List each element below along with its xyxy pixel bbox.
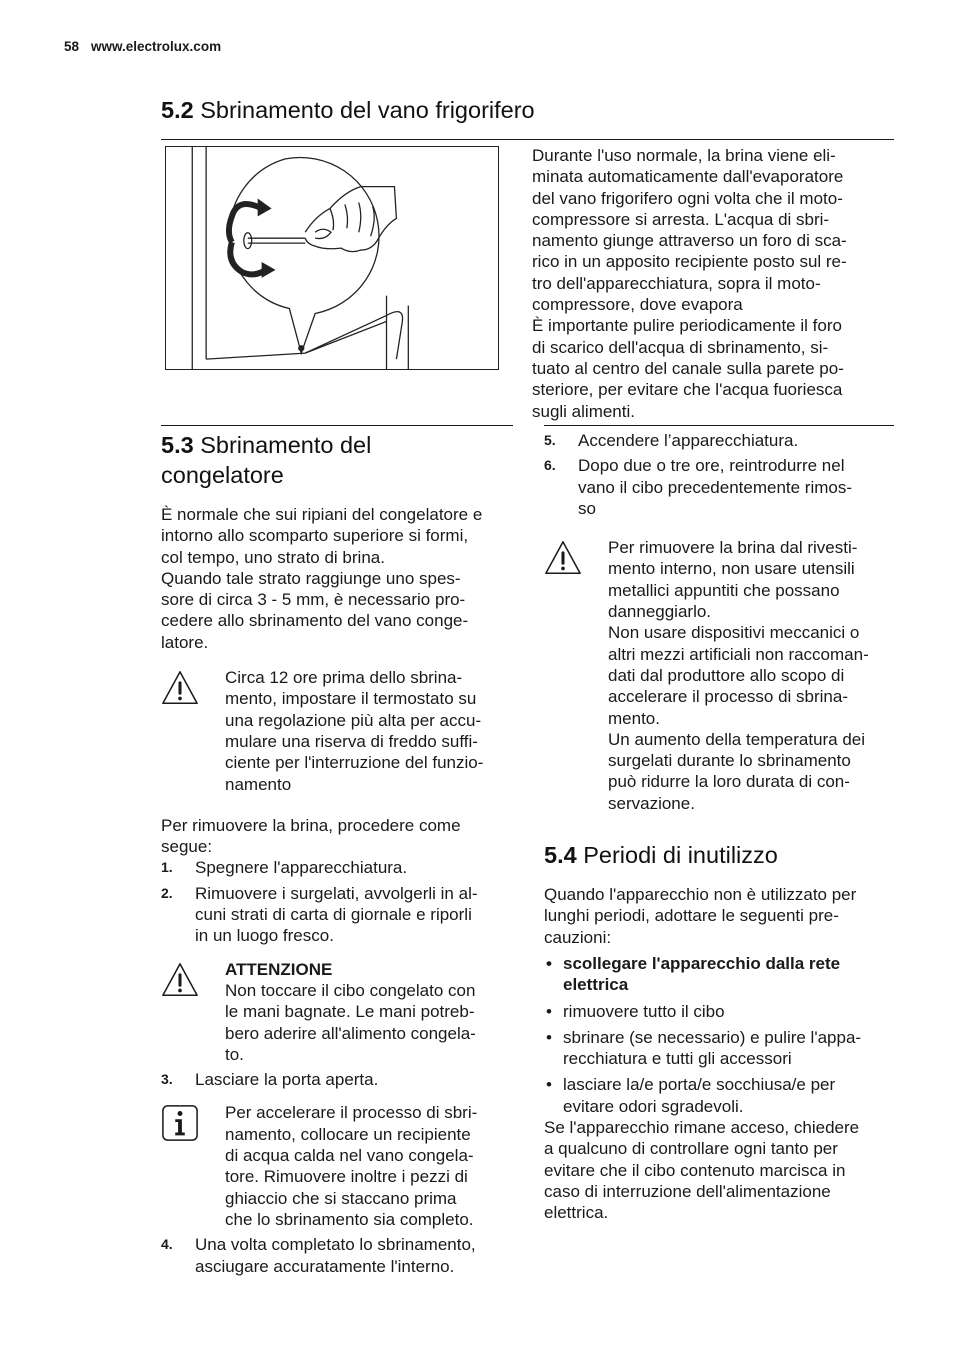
procedure-intro xyxy=(161,815,516,858)
section-5-3-rule xyxy=(161,425,513,426)
text-line: segue: xyxy=(161,837,213,857)
info-note xyxy=(161,1102,516,1230)
text-line: namento giunge attraverso un foro di sca- xyxy=(532,231,847,251)
defrost-drain-hole-illustration xyxy=(165,146,499,370)
list-item xyxy=(544,1001,896,1022)
text-line: • sbrinare (se necessario) e pulire l'appa- xyxy=(563,1027,862,1047)
text-line: Una volta completato lo sbrinamento, xyxy=(195,1235,476,1255)
text-line: evitare che il cibo contenuto marcisca in xyxy=(544,1160,846,1180)
text-line: compressore, dove evapora xyxy=(532,295,743,315)
text-line: lunghi periodi, adottare le seguenti pre- xyxy=(544,906,839,926)
text-line: asciugare accuratamente l'interno. xyxy=(195,1256,455,1276)
section-5-2-number: 5.2 xyxy=(161,97,194,123)
text-line: una regolazione più alta per accu- xyxy=(225,710,482,730)
section-5-4-intro xyxy=(544,884,896,948)
text-line: namento xyxy=(225,774,292,794)
step-item xyxy=(161,857,516,878)
procedure-steps-a xyxy=(161,857,516,946)
text-line: to. xyxy=(225,1044,244,1064)
procedure-steps-b xyxy=(161,1069,516,1090)
text-line: Circa 12 ore prima dello sbrina- xyxy=(225,668,463,688)
info-icon xyxy=(161,1104,199,1142)
caution-note xyxy=(161,959,516,1065)
text-line: servazione. xyxy=(608,793,695,813)
precautions-list xyxy=(544,953,896,1117)
section-5-3-title-line-1: Sbrinamento del xyxy=(200,432,372,458)
section-5-2-title: Sbrinamento del vano frigorifero xyxy=(200,97,535,123)
step-number: 1. xyxy=(161,859,173,876)
procedure-steps-c xyxy=(161,1234,516,1277)
text-line: Rimuovere i surgelati, avvolgerli in al- xyxy=(195,883,478,903)
text-line: ghiaccio che si staccano prima xyxy=(225,1188,457,1208)
text-line: Per rimuovere la brina dal rivesti- xyxy=(608,538,858,558)
text-line: caso di interruzione dell'alimentazione xyxy=(544,1181,831,1201)
text-line: di acqua calda nel vano congela- xyxy=(225,1146,474,1166)
section-5-2-heading xyxy=(161,95,535,125)
page-number: 58 xyxy=(64,39,80,54)
text-line: surgelati durante lo sbrinamento xyxy=(608,751,851,771)
text-line: tro dell'apparecchiatura, sopra il moto- xyxy=(532,273,821,293)
text-line: compressore si arresta. L'acqua di sbri- xyxy=(532,209,830,229)
section-5-3-intro xyxy=(161,504,516,653)
text-line: dati dal produttore allo scopo di xyxy=(608,665,845,685)
website-url: www.electrolux.com xyxy=(91,39,222,54)
text-line: namento, collocare un recipiente xyxy=(225,1124,471,1144)
text-line: altri mezzi artificiali non raccoman- xyxy=(608,644,869,664)
section-5-4-heading xyxy=(544,840,896,870)
text-line: Quando l'apparecchio non è utilizzato per xyxy=(544,885,857,905)
caution-title: ATTENZIONE xyxy=(225,959,333,979)
text-line: steriore, per evitare che l'acqua fuoriesca xyxy=(532,380,843,400)
text-line: • lasciare la/e porta/e socchiusa/e per xyxy=(563,1075,836,1095)
text-line: in un luogo fresco. xyxy=(195,926,334,946)
list-item xyxy=(544,953,896,996)
warning-triangle-icon xyxy=(544,539,582,577)
text-line: Quando tale strato raggiunge uno spes- xyxy=(161,568,461,588)
text-line: Per rimuovere la brina, procedere come xyxy=(161,815,461,835)
text-line: mento. xyxy=(608,708,660,728)
step-number: 3. xyxy=(161,1071,173,1088)
text-line: mento interno, non usare utensili xyxy=(608,559,855,579)
text-line: elettrica. xyxy=(544,1203,609,1223)
text-line: di scarico dell'acqua di sbrinamento, si- xyxy=(532,337,829,357)
text-line: • rimuovere tutto il cibo xyxy=(563,1001,725,1021)
text-line: sore di circa 3 - 5 mm, è necessario pro- xyxy=(161,590,466,610)
text-line: Non usare dispositivi meccanici o xyxy=(608,623,860,643)
section-5-2-rule xyxy=(161,139,894,140)
text-line: Dopo due o tre ore, reintrodurre nel xyxy=(578,456,845,476)
text-line: mento, impostare il termostato su xyxy=(225,689,477,709)
procedure-steps-d xyxy=(544,430,896,519)
text-line: Un aumento della temperatura dei xyxy=(608,729,866,749)
text-line: tuato al centro del canale sulla parete po- xyxy=(532,358,844,378)
step-item xyxy=(161,883,516,947)
text-line: del vano frigorifero ogni volta che il moto- xyxy=(532,188,843,208)
step-item xyxy=(544,455,896,519)
list-item xyxy=(544,1027,896,1070)
section-5-2-paragraph xyxy=(532,145,897,422)
text-line: elettrica xyxy=(563,975,629,995)
step-number: 6. xyxy=(544,457,556,474)
text-line: cedere allo sbrinamento del vano conge- xyxy=(161,611,469,631)
text-line: cuni strati di carta di giornale e riporli xyxy=(195,905,472,925)
text-line: mulare una riserva di freddo suffi- xyxy=(225,731,478,751)
text-line: a qualcuno di controllare ogni tanto per xyxy=(544,1139,838,1159)
text-line: so xyxy=(578,498,596,518)
text-line: latore. xyxy=(161,632,209,652)
text-line: intorno allo scomparto superiore si formi, xyxy=(161,526,469,546)
section-5-3-title-line-2: congelatore xyxy=(161,462,284,488)
left-column xyxy=(161,430,516,1281)
warning-note-2 xyxy=(544,537,896,814)
text-line: le mani bagnate. Le mani potreb- xyxy=(225,1002,475,1022)
section-5-4-closing xyxy=(544,1117,896,1223)
text-line: È importante pulire periodicamente il foro xyxy=(532,316,842,336)
text-line: tore. Rimuovere inoltre i pezzi di xyxy=(225,1167,468,1187)
text-line: può ridurre la loro durata di con- xyxy=(608,772,850,792)
text-line: metallici appuntiti che possano xyxy=(608,580,840,600)
text-line: Accendere l’apparecchiatura. xyxy=(578,431,799,450)
section-5-4-title: Periodi di inutilizzo xyxy=(583,842,778,869)
step-item xyxy=(161,1069,516,1090)
section-5-4-number: 5.4 xyxy=(544,842,577,869)
text-line: bero aderire all'alimento congela- xyxy=(225,1023,476,1043)
step-number: 2. xyxy=(161,884,173,901)
text-line: Per accelerare il processo di sbri- xyxy=(225,1103,478,1123)
text-line: danneggiarlo. xyxy=(608,602,712,622)
warning-triangle-icon xyxy=(161,961,199,999)
text-line: accelerare il processo di sbrina- xyxy=(608,687,848,707)
list-item xyxy=(544,1074,896,1117)
text-line: Durante l'uso normale, la brina viene eli- xyxy=(532,146,836,165)
warning-triangle-icon xyxy=(161,669,199,707)
step-item xyxy=(161,1234,516,1277)
text-line: rico in un apposito recipiente posto sul re- xyxy=(532,252,847,272)
text-line: È normale che sui ripiani del congelatore e xyxy=(161,505,483,524)
text-line: • scollegare l'apparecchio dalla rete xyxy=(563,953,841,973)
page-header xyxy=(64,38,221,56)
step-number: 4. xyxy=(161,1236,173,1253)
right-column xyxy=(544,430,896,1224)
text-line: Spegnere l'apparecchiatura. xyxy=(195,858,408,878)
text-line: minata automaticamente dall'evaporatore xyxy=(532,167,844,187)
section-5-3-number: 5.3 xyxy=(161,432,194,458)
text-line: ciente per l'interruzione del funzio- xyxy=(225,753,484,773)
text-line: col tempo, uno strato di brina. xyxy=(161,547,385,567)
text-line: recchiatura e tutti gli accessori xyxy=(563,1049,792,1069)
text-line: cauzioni: xyxy=(544,927,612,947)
step-number: 5. xyxy=(544,432,556,448)
step-item xyxy=(544,430,896,451)
text-line: Non toccare il cibo congelato con xyxy=(225,980,476,1000)
text-line: sugli alimenti. xyxy=(532,401,635,421)
text-line: evitare odori sgradevoli. xyxy=(563,1096,744,1116)
warning-note-1 xyxy=(161,667,516,795)
text-line: Lasciare la porta aperta. xyxy=(195,1070,379,1090)
text-line: Se l'apparecchio rimane acceso, chiedere xyxy=(544,1118,860,1138)
section-5-3-heading xyxy=(161,430,516,490)
text-line: che lo sbrinamento sia completo. xyxy=(225,1209,474,1229)
text-line: vano il cibo precedentemente rimos- xyxy=(578,477,853,497)
right-column-rule xyxy=(544,425,894,426)
